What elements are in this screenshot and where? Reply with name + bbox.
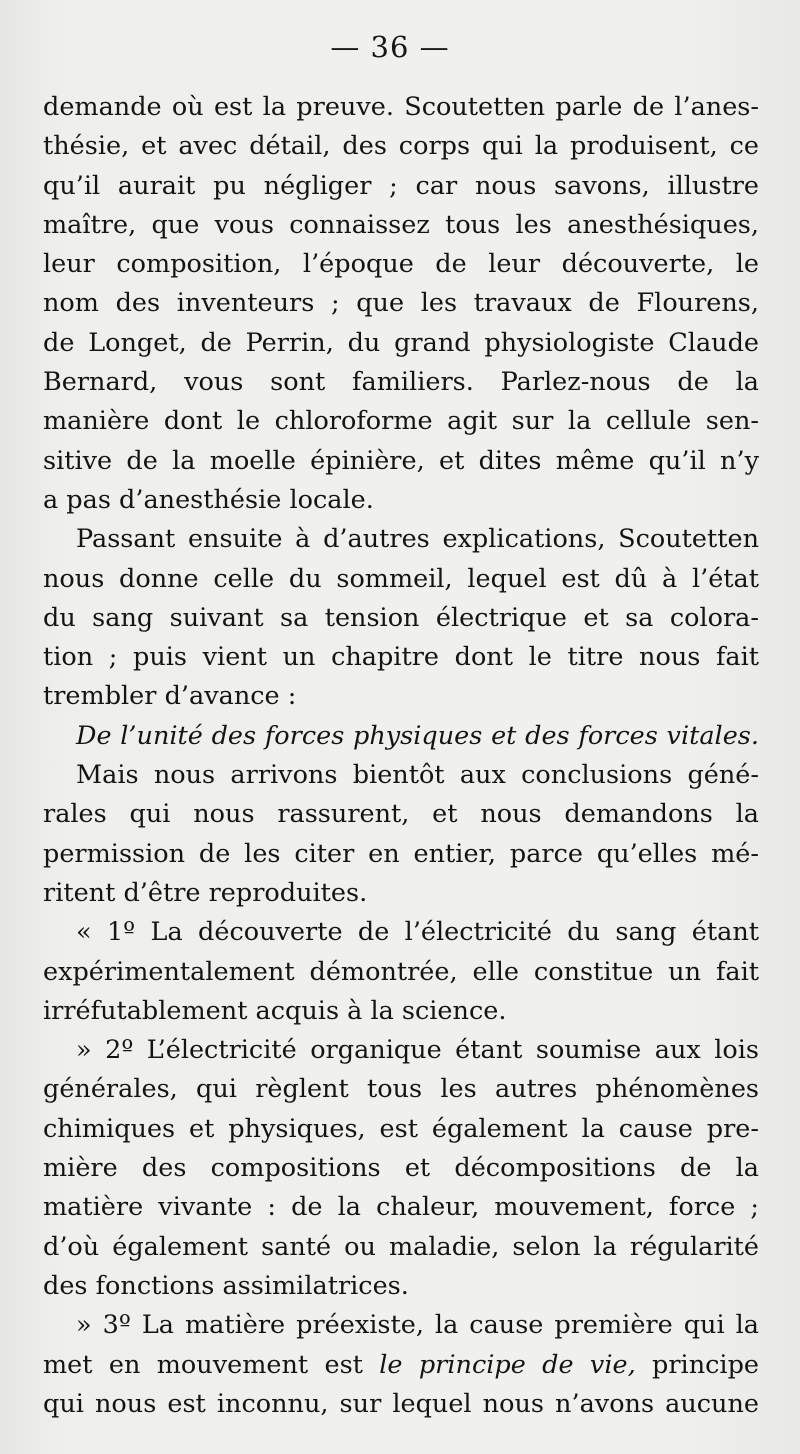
text-line: permission de les citer en entier, parce qu’elles mé- xyxy=(43,838,759,869)
text-line: du sang suivant sa tension électrique et sa colora- xyxy=(43,602,759,633)
text-line: a pas d’anesthésie locale. xyxy=(43,484,374,515)
text-line: Mais nous arrivons bientôt aux conclusions géné- xyxy=(76,760,759,791)
text-line: ritent d’être reproduites. xyxy=(43,877,368,908)
text-line: rales qui nous rassurent, et nous demandons la xyxy=(43,799,759,830)
text-line: maître, que vous connaissez tous les anesthésiques, xyxy=(43,209,759,240)
text-line: qu’il aurait pu négliger ; car nous savons, illustre xyxy=(43,170,759,201)
italic-title-line: De l’unité des forces physiques et des forces vitales. xyxy=(76,720,759,751)
text-line: « 1º La découverte de l’électricité du sang étant xyxy=(76,917,759,948)
text-line: nom des inventeurs ; que les travaux de Flourens, xyxy=(43,288,759,319)
text-line: expérimentalement démontrée, elle constitue un fait xyxy=(43,956,759,987)
text-line: manière dont le chloroforme agit sur la cellule sen- xyxy=(43,406,759,437)
text-line: des fonctions assimilatrices. xyxy=(43,1270,409,1301)
text-line: chimiques et physiques, est également la cause pre- xyxy=(43,1113,759,1144)
text-line: qui nous est inconnu, sur lequel nous n’avons aucune xyxy=(43,1388,759,1419)
text-line: mière des compositions et décompositions de la xyxy=(43,1153,759,1184)
text-line: Bernard, vous sont familiers. Parlez-nous de la xyxy=(43,367,759,398)
text-line: » 2º L’électricité organique étant soumise aux lois xyxy=(76,1035,759,1066)
text-line: sitive de la moelle épinière, et dites même qu’il n’y xyxy=(43,445,759,476)
text-line: thésie, et avec détail, des corps qui la produisent, ce xyxy=(43,131,759,162)
text-line: Passant ensuite à d’autres explications, Scoutetten xyxy=(76,524,759,555)
body-text xyxy=(43,88,759,1424)
text-line: irréfutablement acquis à la science. xyxy=(43,995,507,1026)
text-line: trembler d’avance : xyxy=(43,681,297,712)
text-line: nous donne celle du sommeil, lequel est dû à l’état xyxy=(43,563,759,594)
text-line: met en mouvement est le principe de vie, principe xyxy=(43,1349,759,1380)
text-line: leur composition, l’époque de leur découverte, le xyxy=(43,249,759,280)
text-line: » 3º La matière préexiste, la cause première qui la xyxy=(76,1310,759,1341)
text-line: tion ; puis vient un chapitre dont le titre nous fait xyxy=(43,642,759,673)
text-line: de Longet, de Perrin, du grand physiologiste Claude xyxy=(43,327,759,358)
text-line: demande où est la preuve. Scoutetten parle de l’anes- xyxy=(43,92,759,122)
text-line: matière vivante : de la chaleur, mouvement, force ; xyxy=(43,1192,759,1223)
text-line: d’où également santé ou maladie, selon la régularité xyxy=(43,1231,759,1262)
page-number: — 36 — xyxy=(330,30,450,64)
text-line: générales, qui règlent tous les autres phénomènes xyxy=(43,1074,759,1105)
italic-phrase: le principe de vie, xyxy=(379,1349,636,1380)
